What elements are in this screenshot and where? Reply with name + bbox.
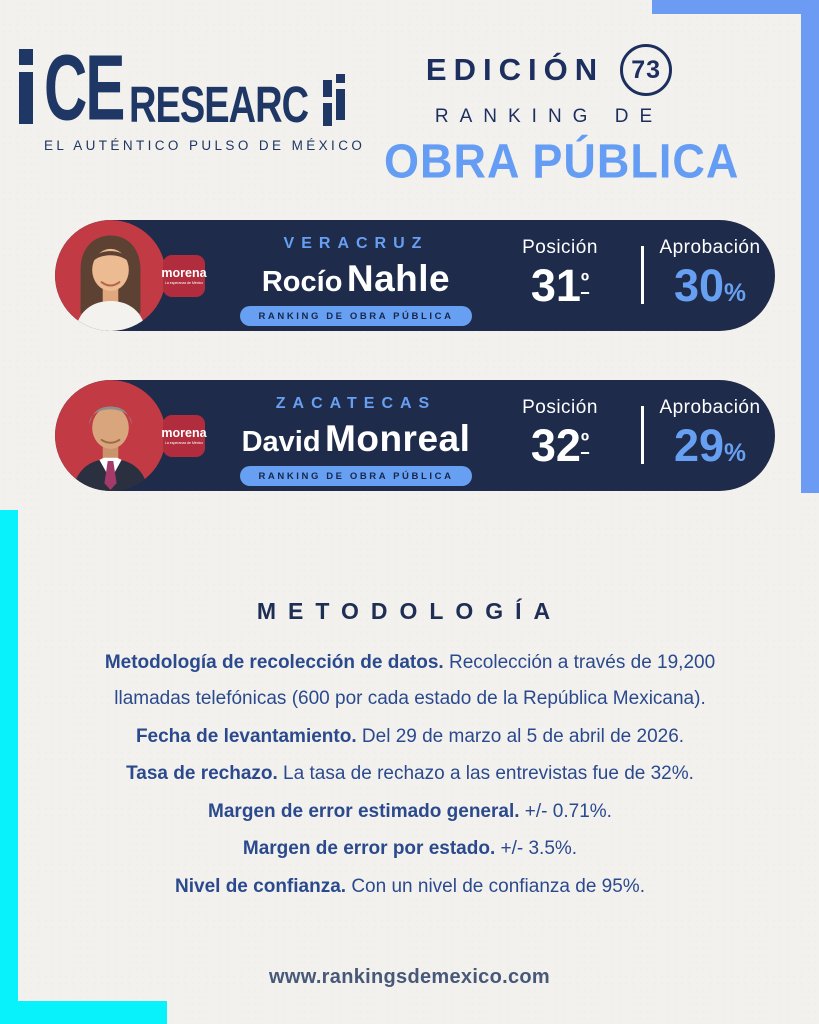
- website-url[interactable]: www.rankingsdemexico.com: [269, 966, 550, 988]
- edition-header: [384, 44, 740, 189]
- governor-photo-monreal: [55, 380, 166, 491]
- bottom-left-cyan-bar: [0, 1001, 167, 1024]
- methodology-item: Margen de error estimado general. +/- 0.71%.: [208, 800, 612, 822]
- governor-photo-nahle: [55, 220, 166, 331]
- morena-logo: morena La esperanza de México: [163, 255, 205, 297]
- state-label: ZACATECAS: [275, 395, 437, 412]
- logo-tagline: EL AUTÉNTICO PULSO DE MÉXICO: [44, 138, 366, 153]
- ranking-badge: RANKING DE OBRA PÚBLICA: [240, 466, 471, 486]
- approval-stat: Aprobación 29%: [659, 397, 761, 471]
- left-edge-cyan-bar: [0, 510, 18, 1002]
- edition-label: EDICIÓN: [425, 52, 605, 87]
- methodology-body: [85, 645, 735, 906]
- ranking-de-label: RANKING DE: [434, 106, 664, 127]
- governor-card-zacatecas: [55, 380, 775, 491]
- governor-name: David Monreal: [241, 418, 471, 459]
- left-edge-navy-bar: [19, 72, 33, 124]
- state-label: VERACRUZ: [283, 235, 429, 252]
- approval-stat: Aprobación 30%: [659, 237, 761, 311]
- methodology-item: Fecha de levantamiento. Del 29 de marzo al 5 de abril de 2026.: [135, 725, 685, 747]
- methodology-item: Margen de error por estado. +/- 3.5%.: [242, 838, 578, 860]
- governor-name: Rocío Nahle: [261, 258, 451, 299]
- top-right-blue-bar: [652, 0, 819, 14]
- position-stat: Posición $31^º$: [522, 237, 598, 311]
- page-title: OBRA PÚBLICA: [384, 133, 740, 189]
- position-stat: Posición $32^º$: [522, 397, 598, 471]
- edition-number-badge: 73: [620, 44, 672, 96]
- logo-barchart-h-icon: [323, 74, 345, 126]
- morena-logo: morena La esperanza de México: [163, 415, 205, 457]
- right-edge-blue-bar: [801, 0, 819, 493]
- methodology-title: METODOLOGÍA: [256, 598, 563, 624]
- logo-ce-text: CE: [44, 35, 124, 140]
- left-edge-navy-square: [19, 49, 33, 65]
- governor-card-veracruz: [55, 220, 775, 331]
- methodology-item: Metodología de recolección de datos. Recolección a través de 19,200 llamadas telefónicas (600 por cada estado de la República Mexicana).: [104, 652, 716, 710]
- methodology-item: Nivel de confianza. Con un nivel de confianza de 95%.: [175, 875, 645, 897]
- methodology-item: Tasa de rechazo. La tasa de rechazo a las entrevistas fue de 32%.: [126, 763, 694, 785]
- ce-research-logo: [44, 35, 366, 153]
- ranking-badge: RANKING DE OBRA PÚBLICA: [240, 306, 471, 326]
- logo-research-text: RESEARC: [129, 77, 309, 134]
